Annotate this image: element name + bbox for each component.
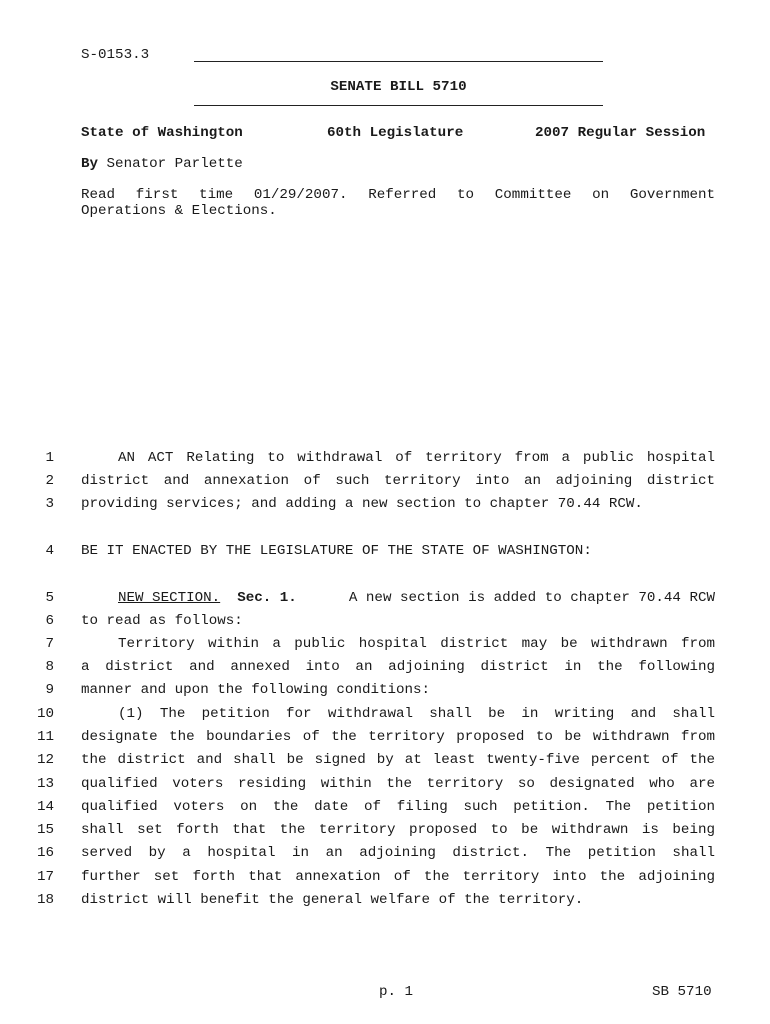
body-line-9: manner and upon the following conditions: — [81, 682, 431, 698]
header-rule-top — [194, 61, 603, 62]
line-number: 10 — [36, 706, 54, 722]
body-line-15: shall set forth that the territory proposed to be withdrawn is being — [81, 822, 715, 838]
body-line-18: district will benefit the general welfare of the territory. — [81, 892, 584, 908]
body-line-6: to read as follows: — [81, 613, 243, 629]
body-line-16: served by a hospital in an adjoining district. The petition shall — [81, 845, 715, 861]
sponsor-name: Senator Parlette — [106, 156, 243, 172]
line-number: 12 — [36, 752, 54, 768]
line-number: 6 — [45, 613, 54, 629]
referral-line-1: Read first time 01/29/2007. Referred to Committee on Government — [81, 187, 715, 203]
body-line-17: further set forth that annexation of the territory into the adjoining — [81, 869, 715, 885]
body-line-1: AN ACT Relating to withdrawal of territory from a public hospital — [118, 450, 715, 466]
line-number: 9 — [45, 682, 54, 698]
page-number: p. 1 — [379, 984, 414, 1000]
line-number: 7 — [45, 636, 54, 652]
body-line-2: district and annexation of such territory into an adjoining district — [81, 473, 715, 489]
body-line-7: Territory within a public hospital district may be withdrawn from — [118, 636, 715, 652]
new-section-label: NEW SECTION. — [118, 590, 221, 606]
body-line-8: a district and annexed into an adjoining district in the following — [81, 659, 715, 675]
line-number: 15 — [36, 822, 54, 838]
line-number: 1 — [45, 450, 54, 466]
body-line-13: qualified voters residing within the territory so designated who are — [81, 776, 715, 792]
enacting-clause: BE IT ENACTED BY THE LEGISLATURE OF THE STATE OF WASHINGTON: — [81, 543, 592, 559]
line-number: 11 — [36, 729, 54, 745]
line-number: 14 — [36, 799, 54, 815]
body-line-12: the district and shall be signed by at least twenty-five percent of the — [81, 752, 715, 768]
line-number: 16 — [36, 845, 54, 861]
line-number: 3 — [45, 496, 54, 512]
by-label: By — [81, 156, 99, 172]
body-line-14: qualified voters on the date of filing such petition. The petition — [81, 799, 715, 815]
bill-title: SENATE BILL 5710 — [330, 79, 467, 95]
line-number: 5 — [45, 590, 54, 606]
body-line-3: providing services; and adding a new section to chapter 70.44 RCW. — [81, 496, 643, 512]
referral-line-2: Operations & Elections. — [81, 203, 277, 219]
line-number: 8 — [45, 659, 54, 675]
body-line-11: designate the boundaries of the territory proposed to be withdrawn from — [81, 729, 715, 745]
line-number: 2 — [45, 473, 54, 489]
section-intro: A new section is added to chapter 70.44 RCW — [348, 590, 715, 606]
section-number: Sec. 1. — [237, 590, 297, 606]
session: 2007 Regular Session — [535, 125, 706, 141]
document-id: S-0153.3 — [81, 47, 150, 63]
line-number: 18 — [36, 892, 54, 908]
sponsor-line — [81, 156, 243, 172]
body-line-10: (1) The petition for withdrawal shall be in writing and shall — [118, 706, 715, 722]
header-rule-bottom — [194, 105, 603, 106]
line-number: 17 — [36, 869, 54, 885]
bill-reference: SB 5710 — [652, 984, 712, 1000]
body-line-5 — [118, 590, 715, 606]
line-number: 4 — [45, 543, 54, 559]
line-number: 13 — [36, 776, 54, 792]
state-name: State of Washington — [81, 125, 243, 141]
legislature: 60th Legislature — [327, 125, 464, 141]
